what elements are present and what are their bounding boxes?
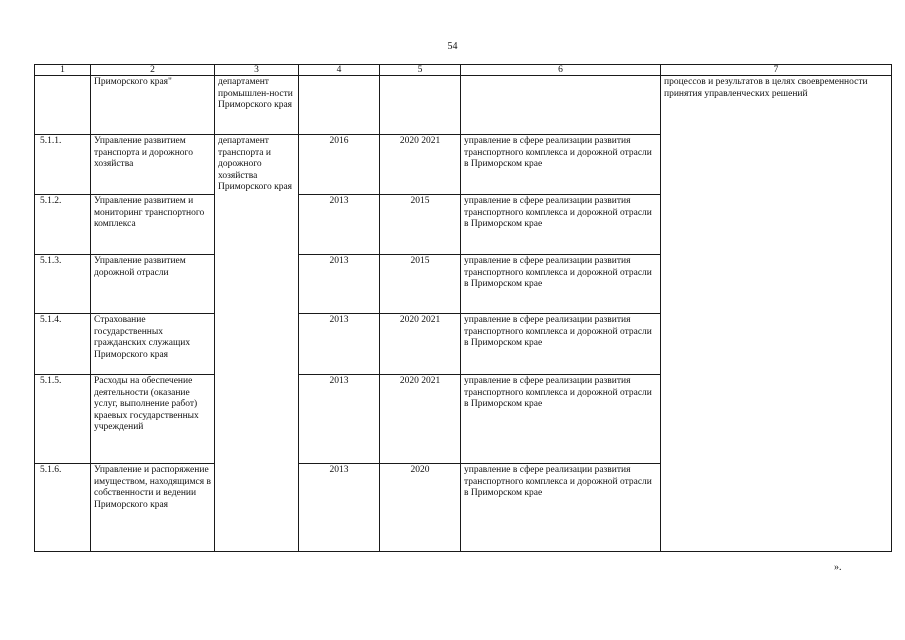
cell-number: 5.1.6.: [35, 464, 91, 552]
cell-number: 5.1.2.: [35, 195, 91, 255]
cell-executor-merged: департамент транспорта и дорожного хозяйства Приморского края: [215, 135, 299, 552]
column-header: 1: [35, 65, 91, 76]
cell-end-year: 2015: [380, 195, 461, 255]
cell-start-year: 2013: [299, 255, 380, 314]
cell-result: управление в сфере реализации развития транспортного комплекса и дорожной отрасли в Приморском крае: [461, 195, 661, 255]
cell-number: 5.1.3.: [35, 255, 91, 314]
cell-name: Страхование государственных гражданских служащих Приморского края: [91, 314, 215, 375]
cell-result: управление в сфере реализации развития транспортного комплекса и дорожной отрасли в Приморском крае: [461, 135, 661, 195]
cell-end-year: 2020 2021: [380, 135, 461, 195]
continuation-row: [35, 76, 892, 135]
cell-result: управление в сфере реализации развития транспортного комплекса и дорожной отрасли в Приморском крае: [461, 314, 661, 375]
column-header: 7: [661, 65, 892, 76]
cell-end-year: 2020: [380, 464, 461, 552]
cell-end-year: [380, 76, 461, 135]
cell-result: управление в сфере реализации развития транспортного комплекса и дорожной отрасли в Приморском крае: [461, 464, 661, 552]
cell-name: Расходы на обеспечение деятельности (оказание услуг, выполнение работ) краевых государственных учреждений: [91, 375, 215, 464]
cell-number: [35, 76, 91, 135]
cell-end-year: 2015: [380, 255, 461, 314]
column-header: 5: [380, 65, 461, 76]
cell-name: Управление развитием транспорта и дорожного хозяйства: [91, 135, 215, 195]
cell-result: управление в сфере реализации развития транспортного комплекса и дорожной отрасли в Приморском крае: [461, 255, 661, 314]
page-number: 54: [447, 41, 458, 52]
cell-executor: департамент промышлен-ности Приморского края: [215, 76, 299, 135]
column-header: 3: [215, 65, 299, 76]
column-header: 4: [299, 65, 380, 76]
column-number-row: [35, 65, 892, 76]
cell-result: управление в сфере реализации развития транспортного комплекса и дорожной отрасли в Приморском крае: [461, 375, 661, 464]
cell-number: 5.1.1.: [35, 135, 91, 195]
column-header: 6: [461, 65, 661, 76]
cell-start-year: 2013: [299, 375, 380, 464]
cell-end-year: 2020 2021: [380, 314, 461, 375]
cell-start-year: 2013: [299, 314, 380, 375]
cell-start-year: 2013: [299, 195, 380, 255]
cell-end-year: 2020 2021: [380, 375, 461, 464]
cell-name: Управление и распоряжение имуществом, находящимся в собственности и ведении Приморского края: [91, 464, 215, 552]
cell-start-year: 2013: [299, 464, 380, 552]
column-header: 2: [91, 65, 215, 76]
cell-name: Управление развитием дорожной отрасли: [91, 255, 215, 314]
cell-number: 5.1.4.: [35, 314, 91, 375]
program-activities-table: [34, 64, 892, 552]
cell-start-year: [299, 76, 380, 135]
cell-start-year: 2016: [299, 135, 380, 195]
cell-name: Управление развитием и мониторинг транспортного комплекса: [91, 195, 215, 255]
cell-name: Приморского края": [91, 76, 215, 135]
cell-result: [461, 76, 661, 135]
cell-outcome: процессов и результатов в целях своевременности принятия управленческих решений: [661, 76, 892, 552]
closing-quote-mark: ».: [834, 562, 842, 573]
cell-number: 5.1.5.: [35, 375, 91, 464]
